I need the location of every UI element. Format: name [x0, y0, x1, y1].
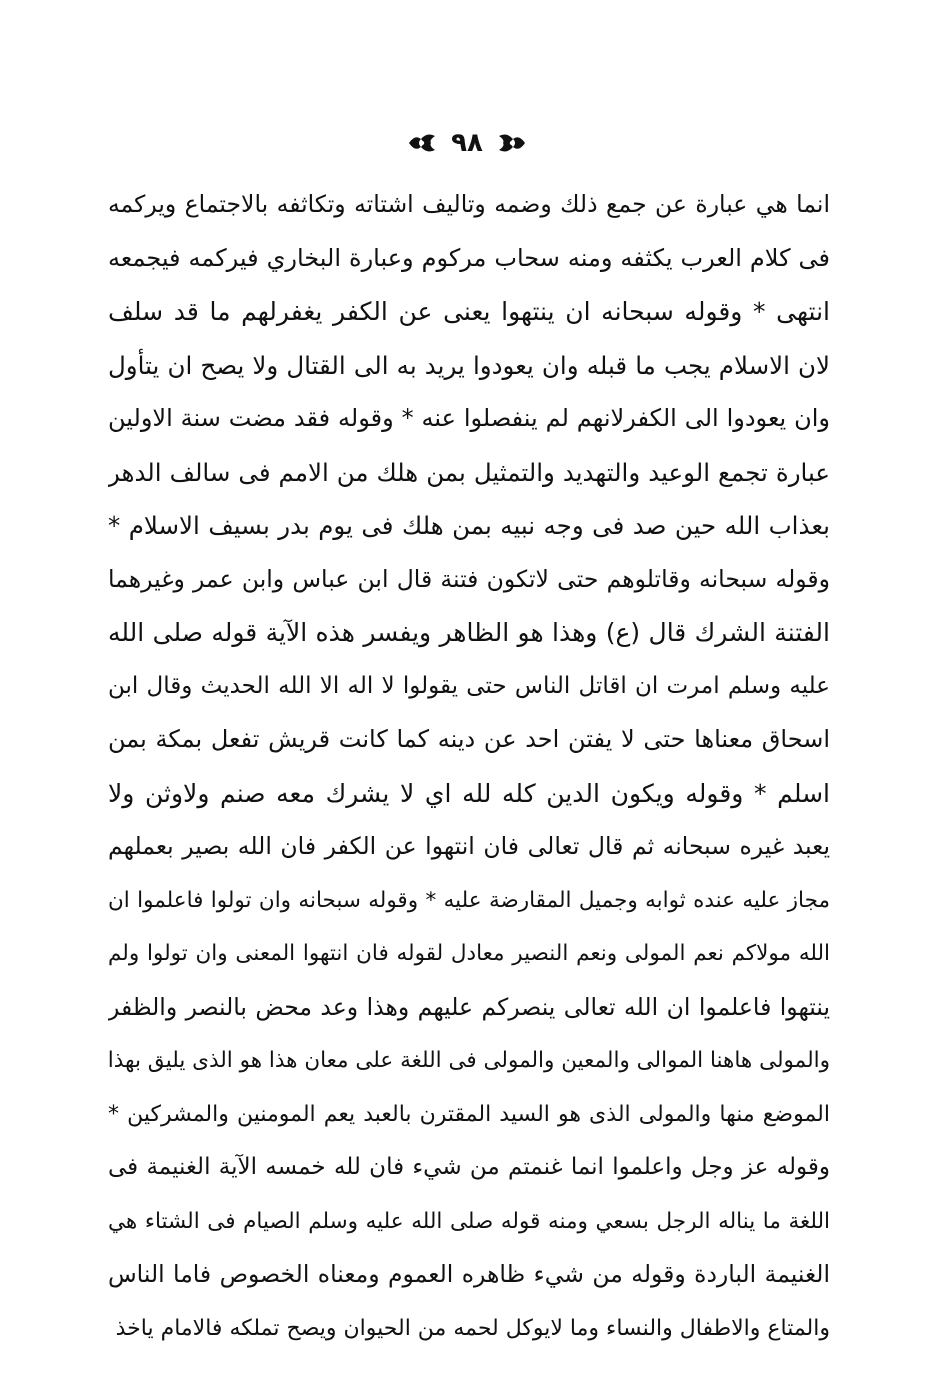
text-line: الله مولاكم نعم المولى ونعم النصير معادل لقوله فان انتهوا المعنى وان تولوا ولم	[108, 941, 830, 966]
ornament-icon	[407, 128, 437, 158]
text-line: مجاز عليه عنده ثوابه وجميل المقارضة عليه * وقوله سبحانه وان تولوا فاعلموا ان	[108, 887, 830, 913]
text-line: انما هي عبارة عن جمع ذلك وضمه وتاليف اشتاته وتكاثفه بالاجتماع ويركمه	[108, 190, 830, 218]
text-line: يعبد غيره سبحانه ثم قال تعالى فان انتهوا عن الكفر فان الله بصير بعملهم	[108, 832, 830, 860]
text-line: اللغة ما يناله الرجل بسعي ومنه قوله صلى الله عليه وسلم الصيام فى الشتاء هي	[108, 1208, 830, 1234]
page-number: ٩٨	[451, 128, 483, 158]
ornament-icon	[497, 128, 527, 158]
text-line: الغنيمة الباردة وقوله من شيء ظاهره العموم ومعناه الخصوص فاما الناس	[108, 1260, 830, 1288]
body-text	[108, 178, 830, 1355]
text-line: اسلم * وقوله ويكون الدين كله لله اي لا يشرك معه صنم ولاوثن ولا	[108, 778, 830, 808]
text-line: عليه وسلم امرت ان اقاتل الناس حتى يقولوا لا اله الا الله الحديث وقال ابن	[108, 672, 830, 699]
text-line: اسحاق معناها حتى لا يفتن احد عن دينه كما كانت قريش تفعل بمكة بمن	[108, 725, 830, 753]
text-line: وقوله سبحانه وقاتلوهم حتى لاتكون فتنة قال ابن عباس وابن عمر وغيرهما	[108, 564, 830, 593]
text-line: الفتنة الشرك قال (ع) وهذا هو الظاهر ويفسر هذه الآية قوله صلى الله	[108, 618, 830, 647]
text-line: وقوله عز وجل واعلموا انما غنمتم من شيء فان لله خمسه الآية الغنيمة فى	[108, 1154, 830, 1180]
text-line: عبارة تجمع الوعيد والتهديد والتمثيل بمن هلك من الامم فى سالف الدهر	[108, 457, 830, 487]
text-line: فى كلام العرب يكثفه ومنه سحاب مركوم وعبارة البخاري فيركمه فيجمعه	[108, 243, 830, 272]
text-line: والمتاع والاطفال والنساء وما لايوكل لحمه من الحيوان ويصح تملكه فالامام ياخذ	[115, 1315, 830, 1341]
text-line: بعذاب الله حين صد فى وجه نبيه بمن هلك فى يوم بدر بسيف الاسلام *	[108, 511, 830, 540]
text-line: انتهى * وقوله سبحانه ان ينتهوا يعنى عن الكفر يغفرلهم ما قد سلف	[108, 297, 830, 326]
text-line: الموضع منها والمولى الذى هو السيد المقترن بالعبد يعم المومنين والمشركين *	[108, 1101, 830, 1127]
text-line: وان يعودوا الى الكفرلانهم لم ينفصلوا عنه * وقوله فقد مضت سنة الاولين	[108, 404, 830, 432]
text-line: والمولى هاهنا الموالى والمعين والمولى فى اللغة على معان هذا هو الذى يليق بهذا	[108, 1048, 830, 1073]
page-header	[0, 118, 934, 168]
text-line: لان الاسلام يجب ما قبله وان يعودوا يريد به الى القتال ولا يصح ان يتأول	[108, 350, 830, 380]
text-line: ينتهوا فاعلموا ان الله تعالى ينصركم عليهم وهذا وعد محض بالنصر والظفر	[108, 992, 830, 1021]
